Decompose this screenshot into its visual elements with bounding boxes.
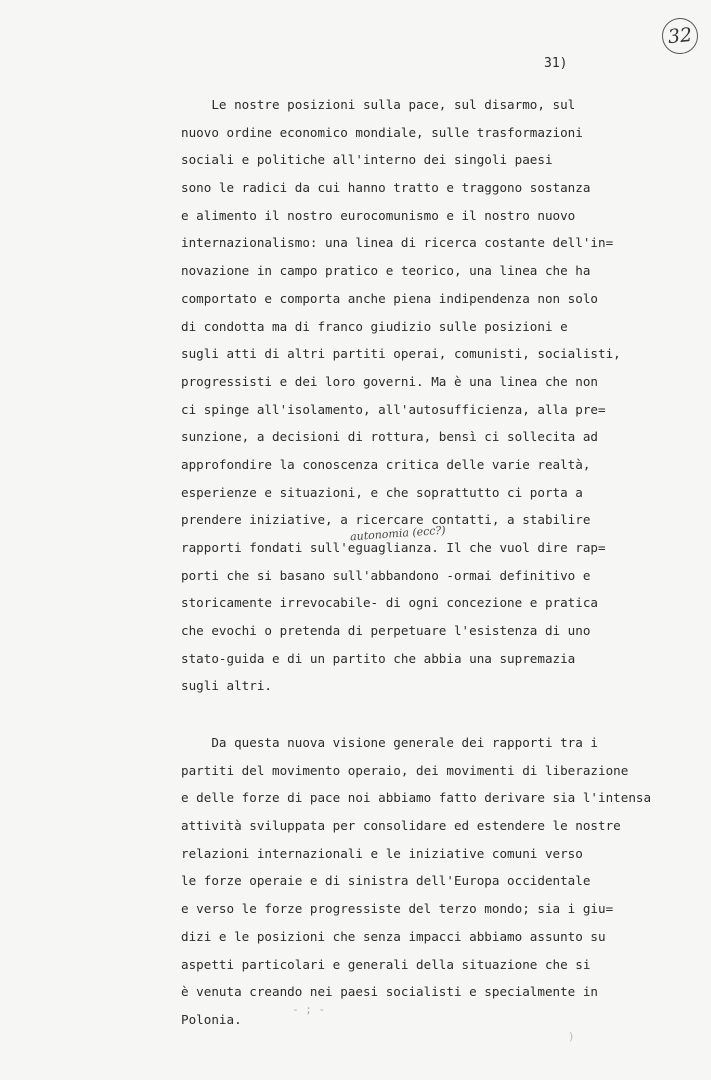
- archive-page-stamp: 32: [660, 16, 700, 56]
- text-line: prendere iniziative, a ricercare contatti, a stabilire: [181, 512, 591, 528]
- text-line: Le nostre posizioni sulla pace, sul disarmo, sul: [181, 97, 576, 112]
- paragraph-2: [181, 729, 661, 1034]
- text-line: novazione in campo pratico e teorico, una linea che ha: [181, 263, 591, 279]
- text-line: dizi e le posizioni che senza impacci abbiamo assunto su: [181, 928, 606, 944]
- text-line: nuovo ordine economico mondiale, sulle trasformazioni: [181, 124, 583, 140]
- text-line: partiti del movimento operaio, dei movimenti di liberazione: [181, 762, 629, 778]
- text-line: internazionalismo: una linea di ricerca costante dell'in=: [181, 235, 614, 251]
- text-line: porti che si basano sull'abbandono -ormai definitivo e: [181, 567, 591, 583]
- text-line: rapporti fondati sull'eguaglianza. Il che vuol dire rap=: [181, 540, 606, 555]
- text-line: esperienze e situazioni, e che soprattutto ci porta a: [181, 484, 583, 500]
- text-line: attività sviluppata per consolidare ed estendere le nostre: [181, 818, 621, 834]
- page-number: 31): [544, 56, 568, 71]
- footer-mark: - ; -: [292, 1003, 326, 1016]
- text-line: comportato e comporta anche piena indipendenza non solo: [181, 290, 599, 306]
- text-line: e delle forze di pace noi abbiamo fatto derivare sia l'intensa: [181, 790, 652, 806]
- text-line: ci spinge all'isolamento, all'autosufficienza, alla pre=: [181, 401, 606, 417]
- text-line: sugli atti di altri partiti operai, comunisti, socialisti,: [181, 346, 621, 362]
- text-line: sunzione, a decisioni di rottura, bensì ci sollecita ad: [181, 429, 599, 445]
- text-line: Polonia.: [181, 1011, 242, 1027]
- text-line: sugli altri.: [181, 678, 272, 694]
- text-line: che evochi o pretenda di perpetuare l'esistenza di uno: [181, 623, 591, 639]
- text-line: e alimento il nostro eurocomunismo e il nostro nuovo: [181, 207, 576, 223]
- text-line: Da questa nuova visione generale dei rapporti tra i: [181, 735, 599, 750]
- footer-mark-2: ): [568, 1030, 575, 1043]
- paragraph-1: [181, 91, 661, 700]
- text-line: stato-guida e di un partito che abbia una supremazia: [181, 650, 576, 666]
- text-line: di condotta ma di franco giudizio sulle posizioni e: [181, 318, 568, 334]
- text-line: progressisti e dei loro governi. Ma è una linea che non: [181, 373, 599, 389]
- text-line: approfondire la conoscenza critica delle varie realtà,: [181, 456, 591, 472]
- text-line: sono le radici da cui hanno tratto e traggono sostanza: [181, 180, 591, 196]
- text-line: le forze operaie e di sinistra dell'Europa occidentale: [181, 873, 591, 889]
- text-line: storicamente irrevocabile- di ogni concezione e pratica: [181, 595, 599, 611]
- text-line: sociali e politiche all'interno dei singoli paesi: [181, 152, 553, 168]
- text-line: relazioni internazionali e le iniziative comuni verso: [181, 845, 583, 861]
- handwritten-insert: autonomia (ecc?): [349, 523, 447, 544]
- text-line: e verso le forze progressiste del terzo mondo; sia i giu=: [181, 901, 614, 917]
- text-line: aspetti particolari e generali della situazione che si: [181, 956, 591, 972]
- text-line: è venuta creando nei paesi socialisti e specialmente in: [181, 984, 599, 1000]
